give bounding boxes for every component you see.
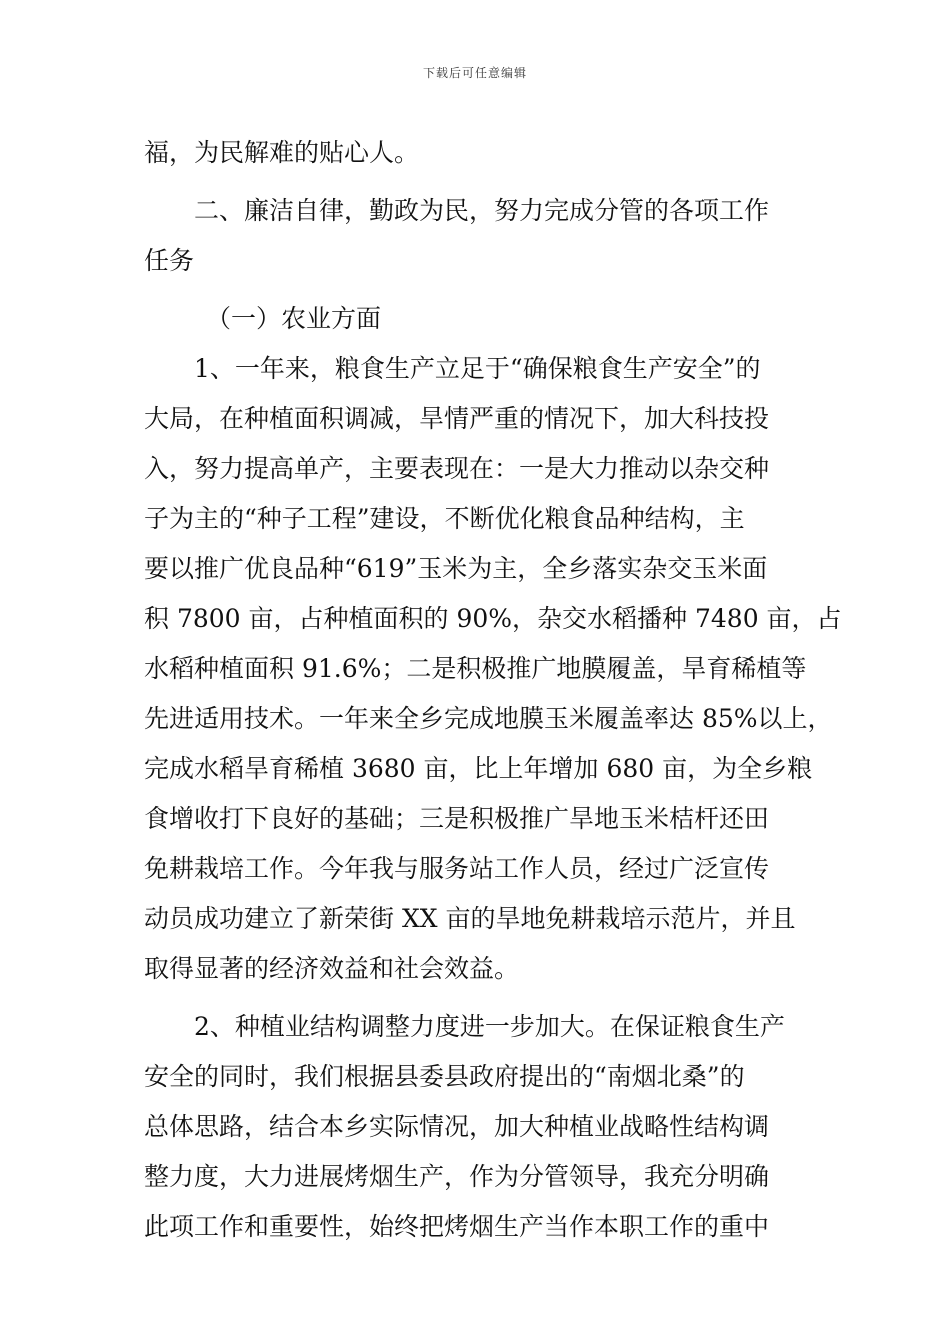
text-line: 完成水稻旱育稀植 3680 亩，比上年增加 680 亩，为全乡粮 [144,754,813,783]
section-heading: 二、廉洁自律，勤政为民，努力完成分管的各项工作 [194,196,770,225]
text-line: 大局，在种植面积调减，旱情严重的情况下，加大科技投 [144,404,770,433]
text-line: 此项工作和重要性，始终把烤烟生产当作本职工作的重中 [144,1212,770,1241]
page-header: 下载后可任意编辑 [422,66,527,80]
text-line: 积 7800 亩，占种植面积的 90%，杂交水稻播种 7480 亩，占 [144,604,842,633]
text-line: 入，努力提高单产，主要表现在：一是大力推动以杂交种 [144,454,770,483]
document-body [144,128,842,1252]
text-line: 总体思路，结合本乡实际情况，加大种植业战略性结构调 [144,1112,770,1141]
paragraph-start: 2、种植业结构调整力度进一步加大。在保证粮食生产 [194,1012,785,1041]
text-line: 福，为民解难的贴心人。 [144,138,420,167]
text-line: 子为主的“种子工程”建设，不断优化粮食品种结构，主 [144,504,745,533]
text-line: 任务 [144,246,195,275]
text-line: 水稻种植面积 91.6%；二是积极推广地膜履盖，旱育稀植等 [144,654,807,683]
text-line: 免耕栽培工作。今年我与服务站工作人员，经过广泛宣传 [144,854,770,883]
text-line: 动员成功建立了新荣街 XX 亩的旱地免耕栽培示范片，并且 [144,904,796,933]
text-line: 先进适用技术。一年来全乡完成地膜玉米履盖率达 85%以上， [144,704,833,733]
text-line: 要以推广优良品种“619”玉米为主，全乡落实杂交玉米面 [144,554,768,583]
text-line: 安全的同时，我们根据县委县政府提出的“南烟北桑”的 [144,1062,745,1091]
paragraph-start: 1、一年来，粮食生产立足于“确保粮食生产安全”的 [194,354,761,383]
text-line: 取得显著的经济效益和社会效益。 [144,954,520,983]
subsection-heading: （一）农业方面 [206,304,382,333]
text-line: 食增收打下良好的基础；三是积极推广旱地玉米桔杆还田 [144,804,770,833]
text-line: 整力度，大力进展烤烟生产，作为分管领导，我充分明确 [144,1162,770,1191]
